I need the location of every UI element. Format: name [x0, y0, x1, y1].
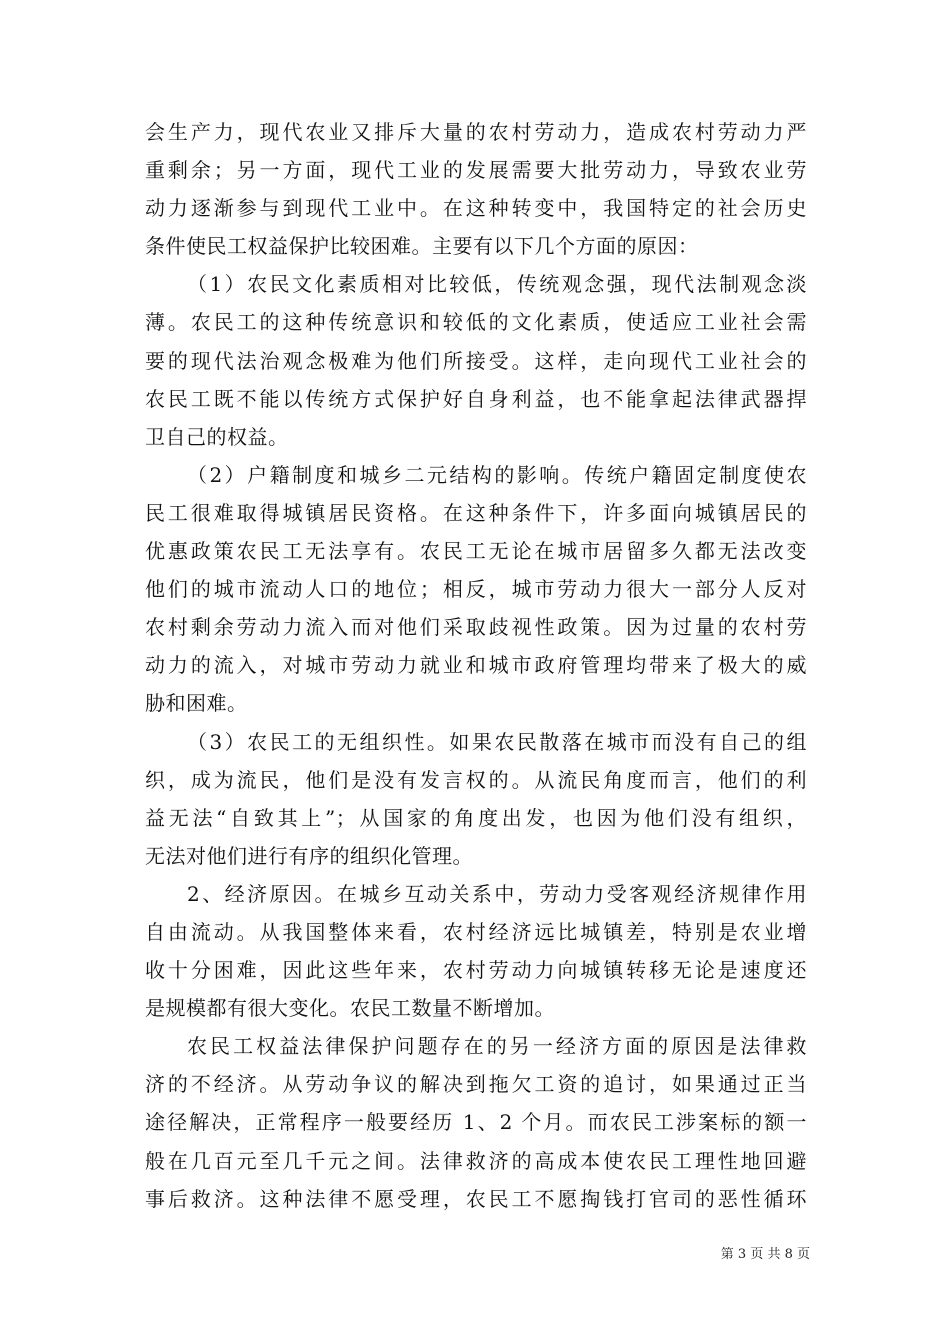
text-line: 动力的流入，对城市劳动力就业和城市政府管理均带来了极大的威: [145, 653, 807, 678]
text-line: 胁和困难。: [145, 691, 248, 716]
text-line: 会生产力，现代农业又排斥大量的农村劳动力，造成农村劳动力严: [145, 120, 807, 144]
text-line: 动力逐渐参与到现代工业中。在这种转变中，我国特定的社会历史: [145, 196, 807, 221]
text-line: 般在几百元至几千元之间。法律救济的高成本使农民工理性地回避: [145, 1148, 807, 1173]
text-line: 益无法“自致其上”；从国家的角度出发，也因为他们没有组织，: [145, 805, 807, 830]
text-line: 要的现代法治观念极难为他们所接受。这样，走向现代工业社会的: [145, 348, 807, 373]
text-line: 是规模都有很大变化。农民工数量不断增加。: [145, 996, 555, 1021]
text-line: （3）农民工的无组织性。如果农民散落在城市而没有自己的组: [187, 729, 807, 754]
text-line: （1）农民文化素质相对比较低，传统观念强，现代法制观念淡: [187, 272, 807, 297]
text-line: 收十分困难，因此这些年来，农村劳动力向城镇转移无论是速度还: [145, 958, 807, 983]
text-line: 农村剩余劳动力流入而对他们采取歧视性政策。因为过量的农村劳: [145, 615, 807, 640]
text-line: 济的不经济。从劳动争议的解决到拖欠工资的追讨，如果通过正当: [145, 1072, 807, 1097]
text-line: 农民工既不能以传统方式保护好自身利益，也不能拿起法律武器捍: [145, 386, 807, 411]
text-line: 民工很难取得城镇居民资格。在这种条件下，许多面向城镇居民的: [145, 500, 807, 525]
text-line: 无法对他们进行有序的组织化管理。: [145, 843, 473, 868]
text-line: 卫自己的权益。: [145, 424, 289, 449]
text-line: 农民工权益法律保护问题存在的另一经济方面的原因是法律救: [187, 1034, 807, 1059]
text-line: 织，成为流民，他们是没有发言权的。从流民角度而言，他们的利: [145, 767, 807, 792]
text-line: 事后救济。这种法律不愿受理，农民工不愿掏钱打官司的恶性循环: [145, 1186, 807, 1211]
text-line: 薄。农民工的这种传统意识和较低的文化素质，使适应工业社会需: [145, 310, 807, 335]
text-line: 他们的城市流动人口的地位；相反，城市劳动力很大一部分人反对: [145, 577, 807, 602]
text-line: 途径解决，正常程序一般要经历 1、2 个月。而农民工涉案标的额一: [145, 1110, 807, 1135]
document-body: [145, 113, 807, 1218]
text-line: 自由流动。从我国整体来看，农村经济远比城镇差，特别是农业增: [145, 919, 807, 944]
text-line: 条件使民工权益保护比较困难。主要有以下几个方面的原因：: [145, 234, 699, 259]
page-number: 第 3 页 共 8 页: [720, 1247, 810, 1262]
text-line: 优惠政策农民工无法享有。农民工无论在城市居留多久都无法改变: [145, 539, 807, 564]
text-line: （2）户籍制度和城乡二元结构的影响。传统户籍固定制度使农: [187, 462, 807, 487]
text-line: 2、经济原因。在城乡互动关系中，劳动力受客观经济规律作用: [187, 881, 807, 906]
text-line: 重剩余；另一方面，现代工业的发展需要大批劳动力，导致农业劳: [145, 158, 807, 183]
